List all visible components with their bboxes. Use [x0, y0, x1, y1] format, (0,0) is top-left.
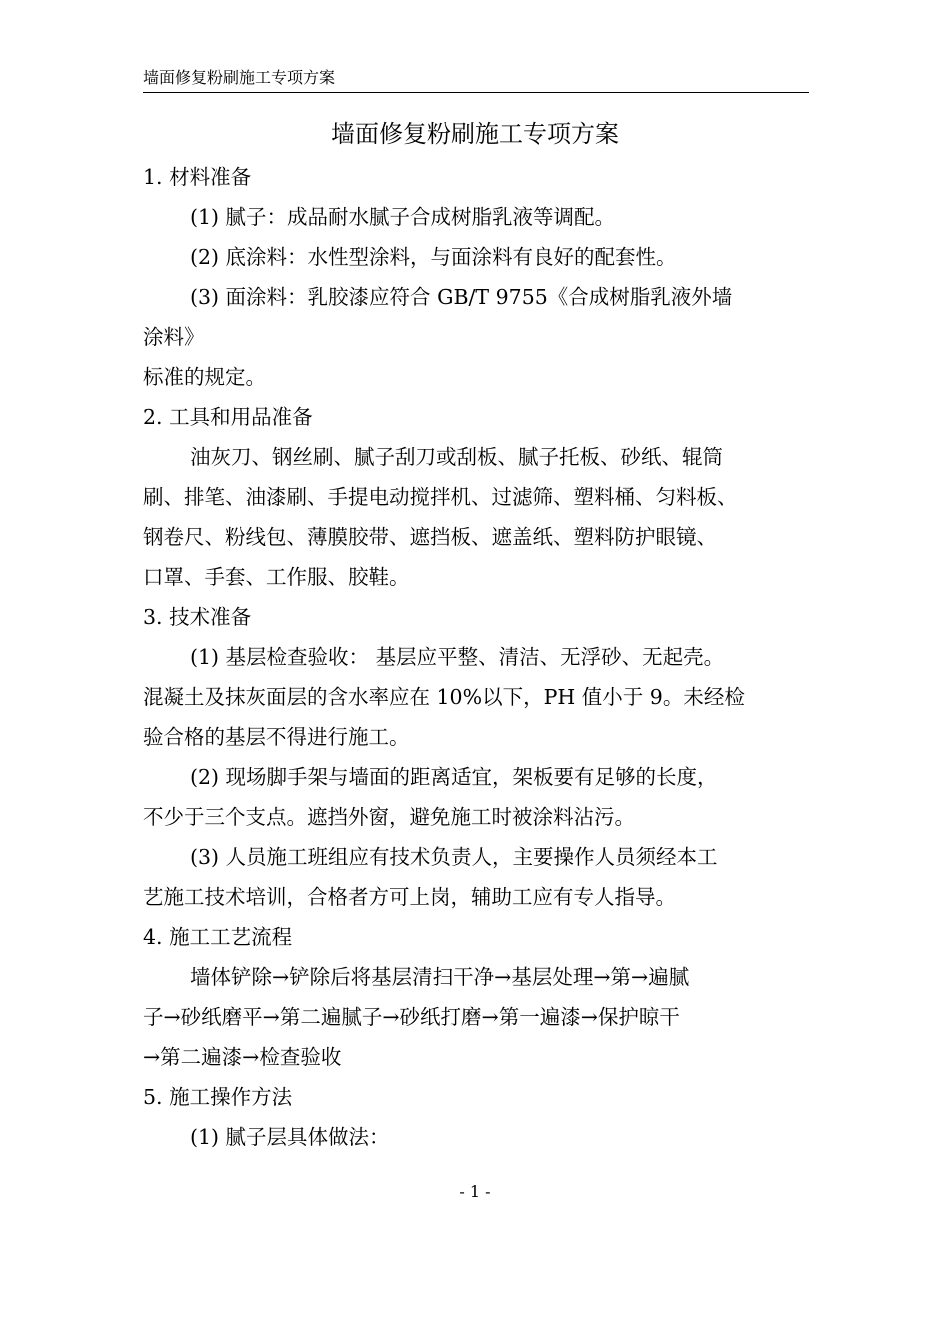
text-line: 钢卷尺、粉线包、薄膜胶带、遮挡板、遮盖纸、塑料防护眼镜、 — [143, 525, 717, 549]
text-line: 5. 施工操作方法 — [143, 1085, 293, 1109]
text-line: (3) 人员施工班组应有技术负责人，主要操作人员须经本工 — [190, 845, 718, 869]
page-number: - 1 - — [459, 1182, 491, 1201]
text-line: 子→砂纸磨平→第二遍腻子→砂纸打磨→第一遍漆→保护晾干 — [143, 1005, 680, 1029]
header-divider — [143, 92, 809, 93]
text-line: 验合格的基层不得进行施工。 — [143, 725, 410, 749]
text-line: 混凝土及抹灰面层的含水率应在 10%以下，PH 值小于 9。未经检 — [143, 685, 745, 709]
text-line: 口罩、手套、工作服、胶鞋。 — [143, 565, 410, 589]
text-line: 艺施工技术培训，合格者方可上岗，辅助工应有专人指导。 — [143, 885, 676, 909]
text-line: 标准的规定。 — [143, 365, 266, 389]
text-line: 2. 工具和用品准备 — [143, 405, 313, 429]
running-header: 墙面修复粉刷施工专项方案 — [143, 68, 336, 87]
text-line: 墙体铲除→铲除后将基层清扫干净→基层处理→第→遍腻 — [190, 965, 690, 989]
text-line: 油灰刀、钢丝刷、腻子刮刀或刮板、腻子托板、砂纸、辊筒 — [190, 445, 723, 469]
text-line: (2) 底涂料：水性型涂料，与面涂料有良好的配套性。 — [190, 245, 677, 269]
text-line: 4. 施工工艺流程 — [143, 925, 293, 949]
text-line: 刷、排笔、油漆刷、手提电动搅拌机、过滤筛、塑料桶、匀料板、 — [143, 485, 738, 509]
text-line: 3. 技术准备 — [143, 605, 252, 629]
text-line: 涂料》 — [143, 325, 205, 349]
text-line: 不少于三个支点。遮挡外窗，避免施工时被涂料沾污。 — [143, 805, 635, 829]
text-line: (1) 腻子层具体做法： — [190, 1125, 390, 1149]
text-line: (1) 基层检查验收： 基层应平整、清洁、无浮砂、无起壳。 — [190, 645, 725, 669]
text-line: (2) 现场脚手架与墙面的距离适宜，架板要有足够的长度， — [190, 765, 718, 789]
document-title: 墙面修复粉刷施工专项方案 — [331, 120, 619, 148]
text-line: (1) 腻子：成品耐水腻子合成树脂乳液等调配。 — [190, 205, 616, 229]
text-line: (3) 面涂料：乳胶漆应符合 GB/T 9755《合成树脂乳液外墙 — [190, 285, 733, 309]
text-line: 1. 材料准备 — [143, 165, 252, 189]
text-line: →第二遍漆→检查验收 — [143, 1045, 342, 1069]
